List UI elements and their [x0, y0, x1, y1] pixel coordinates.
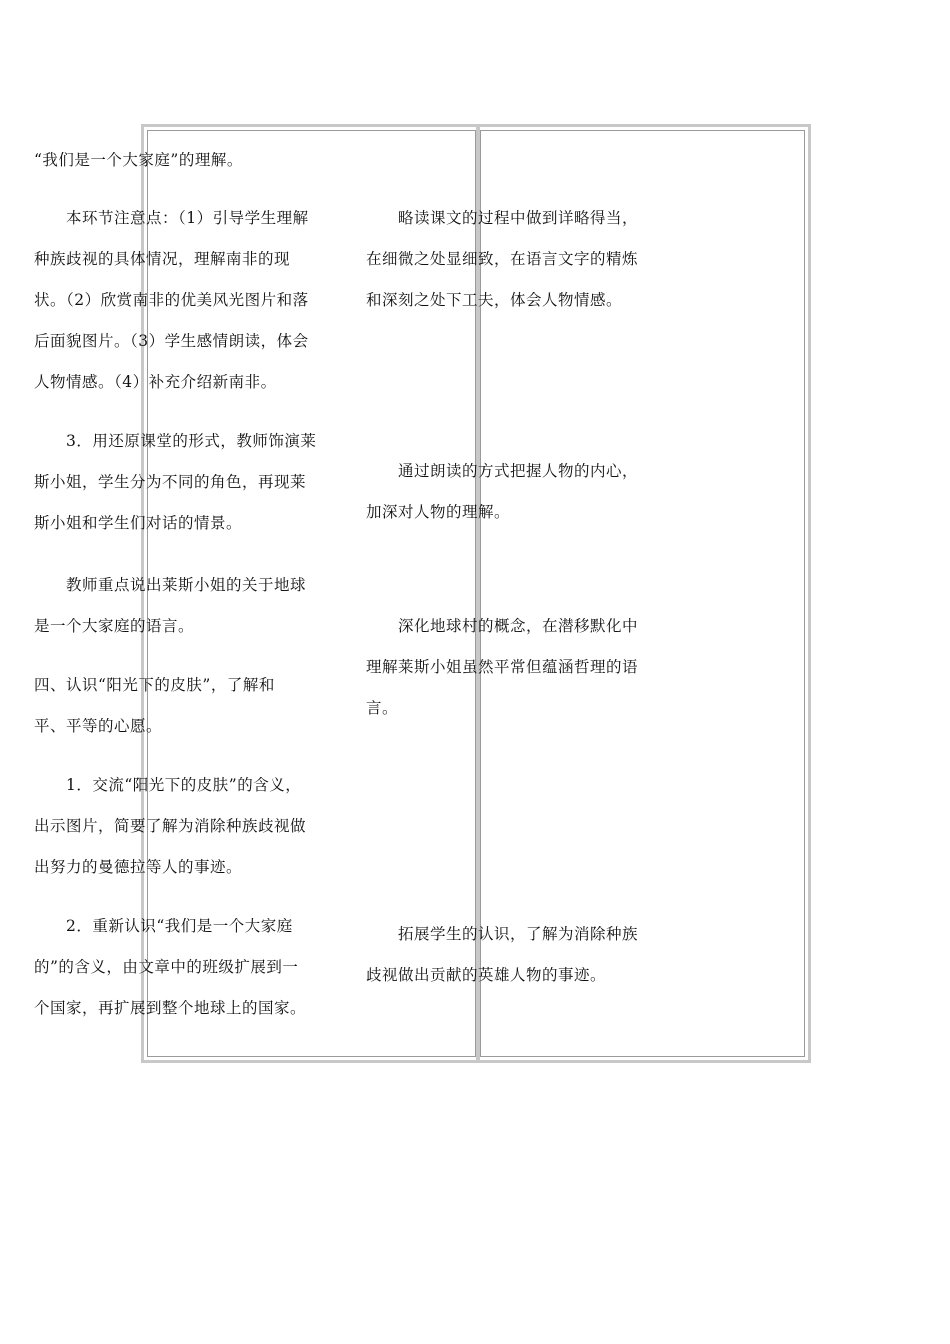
left-paragraph-understanding: “我们是一个大家庭”的理解。 — [34, 151, 243, 169]
right-paragraph-global-village: 深化地球村的概念，在潜移默化中 理解莱斯小姐虽然平常但蕴涵哲理的语 言。 — [366, 617, 639, 717]
right-paragraph-expand-knowledge: 拓展学生的认识，了解为消除种族 歧视做出贡献的英雄人物的事迹。 — [366, 925, 639, 984]
left-paragraph-step-1: 1．交流“阳光下的皮肤”的含义， 出示图片，简要了解为消除种族歧视做 出努力的曼德拉等人的事迹。 — [34, 776, 307, 876]
left-section-four-heading: 四、认识“阳光下的皮肤”，了解和 平、平等的心愿。 — [34, 676, 275, 735]
left-paragraph-step-3: 3．用还原课堂的形式，教师饰演莱 斯小姐，学生分为不同的角色，再现莱 斯小姐和学生们对话的情景。 — [34, 432, 317, 532]
right-paragraph-skimming: 略读课文的过程中做到详略得当， 在细微之处显细致，在语言文字的精炼 和深刻之处下工夫，体会人物情感。 — [366, 209, 639, 309]
left-paragraph-step-2: 2．重新认识“我们是一个大家庭 的”的含义，由文章中的班级扩展到一 个国家，再扩展到整个地球上的国家。 — [34, 917, 307, 1017]
left-paragraph-teacher-focus: 教师重点说出莱斯小姐的关于地球 是一个大家庭的语言。 — [34, 576, 307, 635]
left-paragraph-attention-points: 本环节注意点：（1）引导学生理解 种族歧视的具体情况，理解南非的现 状。（2）欣赏南非的优美风光图片和落 后面貌图片。（3）学生感情朗读，体会 人物情感。（4）补充介绍新南非。 — [34, 209, 309, 391]
right-paragraph-reading-aloud: 通过朗读的方式把握人物的内心， 加深对人物的理解。 — [366, 462, 639, 521]
